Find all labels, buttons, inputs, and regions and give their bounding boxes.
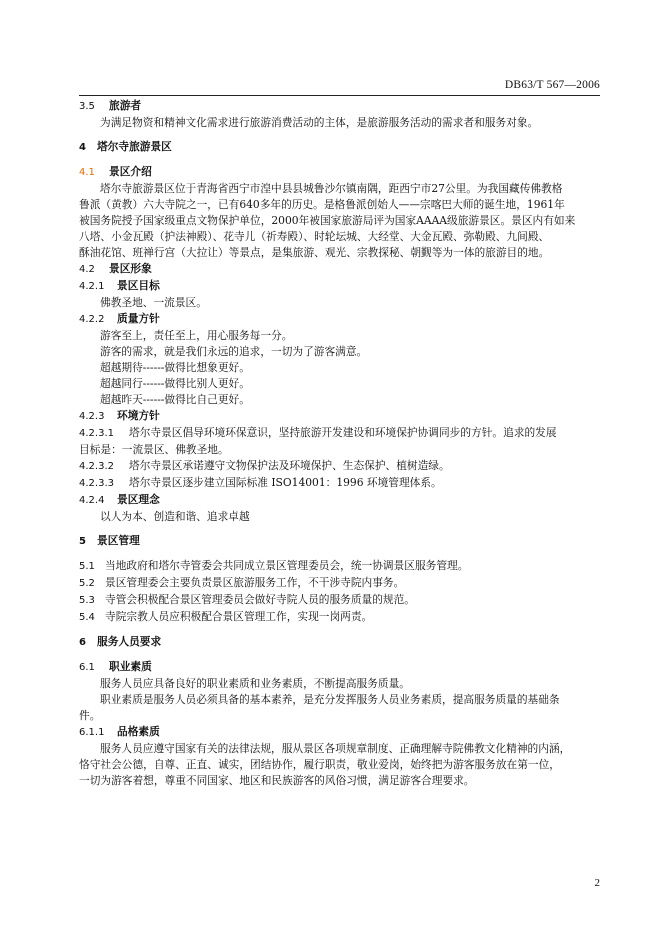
- section-number: 4.2.3.3: [79, 478, 114, 489]
- section-4-1-heading: [79, 164, 600, 181]
- section-6-heading: [79, 634, 600, 651]
- section-4-2-1-heading: [79, 278, 600, 295]
- section-6-1-1-line: 一切为游客着想，尊重不同国家、地区和民族游客的风俗习惯，满足游客合理要求。: [79, 774, 475, 787]
- section-title: 旅游者: [109, 99, 142, 112]
- section-4-1-line: 八塔、小金瓦殿（护法神殿）、花寺儿（祈寿殿）、时轮坛城、大经堂、大金瓦殿、弥勒殿、九间殿、: [79, 230, 550, 243]
- section-title: 景区管理: [97, 534, 140, 547]
- section-title: 景区形象: [109, 262, 152, 275]
- section-4-2-3-1-line: 目标是：一流景区、佛教圣地。: [79, 443, 229, 456]
- section-number: 4.2.3.1: [79, 428, 114, 439]
- section-6-1-text: 件。: [79, 709, 101, 722]
- section-6-1-1-line: 恪守社会公德，自尊、正直、诚实，团结协作，履行职责，敬业爱岗，始终把为游客服务放在第一位，: [79, 758, 560, 771]
- section-4-heading: [79, 139, 600, 156]
- section-title: 质量方针: [117, 312, 160, 325]
- section-text: 景区管理委会主要负责景区旅游服务工作，不干涉寺院内事务。: [105, 576, 405, 589]
- section-4-2-4-text: 以人为本、创造和谐、追求卓越: [100, 510, 250, 523]
- section-number: 3.5: [79, 101, 95, 112]
- section-number: 4.2.3.2: [79, 461, 114, 472]
- section-number: 4.2.1: [79, 281, 105, 292]
- section-title: 服务人员要求: [97, 635, 162, 648]
- section-text: 当地政府和塔尔寺管委会共同成立景区管理委员会，统一协调景区服务管理。: [105, 559, 469, 572]
- section-4-2-3-3-line: [79, 475, 600, 492]
- section-number: 5: [79, 536, 86, 547]
- section-title: 景区理念: [117, 493, 160, 506]
- section-text: 寺院宗教人员应积极配合景区管理工作，实现一岗两责。: [105, 610, 373, 623]
- section-4-1-line: 被国务院授予国家级重点文物保护单位，2000年被国家旅游局评为国家AAAA级旅游景区。景区内有如来: [79, 214, 576, 227]
- section-5-item: [79, 558, 600, 575]
- quality-policy-line: 超越同行------做得比别人更好。: [100, 377, 250, 390]
- section-6-1-1-line: 服务人员应遵守国家有关的法律法规，服从景区各项规章制度、正确理解寺院佛教文化精神的内涵，: [100, 742, 571, 755]
- section-5-heading: [79, 533, 600, 550]
- section-number: 4.2.4: [79, 495, 105, 506]
- section-number: 6.1.1: [79, 727, 105, 738]
- quality-policy-line: 游客至上，责任至上，用心服务每一分。: [100, 329, 293, 342]
- section-5-item: [79, 609, 600, 626]
- section-number: 6.1: [79, 662, 95, 673]
- section-4-2-heading: [79, 261, 600, 278]
- section-4-2-1-text: 佛教圣地、一流景区。: [100, 296, 207, 309]
- section-title: 环境方针: [117, 409, 160, 422]
- section-text: 塔尔寺景区倡导环境环保意识，坚持旅游开发建设和环境保护协调同步的方针。追求的发展: [129, 426, 557, 439]
- quality-policy-line: 游客的需求，就是我们永远的追求，一切为了游客满意。: [100, 345, 368, 358]
- section-number: 6: [79, 637, 86, 648]
- quality-policy-line: 超越昨天------做得比自己更好。: [100, 393, 250, 406]
- section-title: 职业素质: [109, 660, 152, 673]
- section-4-2-3-2-line: [79, 458, 600, 475]
- section-4-1-line: 鲁派（黄教）六大寺院之一，已有640多年的历史。是格鲁派创始人——宗喀巴大师的诞生地，1961年: [79, 198, 565, 211]
- page-number: 2: [594, 877, 600, 889]
- section-number: 4: [79, 142, 86, 153]
- section-number: 4.1: [79, 167, 95, 178]
- section-number: 5.3: [79, 595, 95, 606]
- page-body: [79, 98, 600, 789]
- section-title: 景区目标: [117, 279, 160, 292]
- section-4-2-3-1-line: [79, 425, 600, 442]
- section-6-1-text: 服务人员应具备良好的职业素质和业务素质，不断提高服务质量。: [100, 677, 410, 690]
- section-4-2-4-heading: [79, 492, 600, 509]
- section-text: 寺管会积极配合景区管理委员会做好寺院人员的服务质量的规范。: [105, 593, 415, 606]
- section-4-2-2-heading: [79, 311, 600, 328]
- section-6-1-heading: [79, 659, 600, 676]
- section-number: 4.2.2: [79, 314, 105, 325]
- quality-policy-line: 超越期待------做得比想象更好。: [100, 361, 250, 374]
- section-4-1-line: 塔尔寺旅游景区位于青海省西宁市湟中县县城鲁沙尔镇南隅，距西宁市27公里。为我国藏传佛教格: [100, 182, 563, 195]
- section-6-1-1-heading: [79, 724, 600, 741]
- section-4-1-line: 酥油花馆、班禅行宫（大拉让）等景点，是集旅游、观光、宗教探秘、朝觐等为一体的旅游目的地。: [79, 246, 550, 259]
- section-number: 5.2: [79, 578, 95, 589]
- section-text: 塔尔寺景区承诺遵守文物保护法及环境保护、生态保护、植树造绿。: [129, 459, 450, 472]
- header-divider: [79, 95, 600, 96]
- section-5-item: [79, 575, 600, 592]
- section-title: 景区介绍: [109, 165, 152, 178]
- section-5-item: [79, 592, 600, 609]
- section-number: 5.1: [79, 561, 95, 572]
- section-title: 塔尔寺旅游景区: [97, 140, 172, 153]
- document-header-id: DB63/T 567—2006: [504, 79, 600, 91]
- section-3-5-heading: [79, 98, 600, 115]
- section-text: 塔尔寺景区逐步建立国际标准 ISO14001：1996 环境管理体系。: [129, 476, 442, 489]
- section-number: 4.2: [79, 264, 95, 275]
- section-4-2-3-heading: [79, 408, 600, 425]
- section-number: 5.4: [79, 612, 95, 623]
- section-number: 4.2.3: [79, 411, 105, 422]
- section-title: 品格素质: [117, 725, 160, 738]
- section-3-5-text: 为满足物资和精神文化需求进行旅游消费活动的主体，是旅游服务活动的需求者和服务对象。: [100, 116, 539, 129]
- section-6-1-text: 职业素质是服务人员必须具备的基本素养，是充分发挥服务人员业务素质，提高服务质量的基础条: [100, 693, 560, 706]
